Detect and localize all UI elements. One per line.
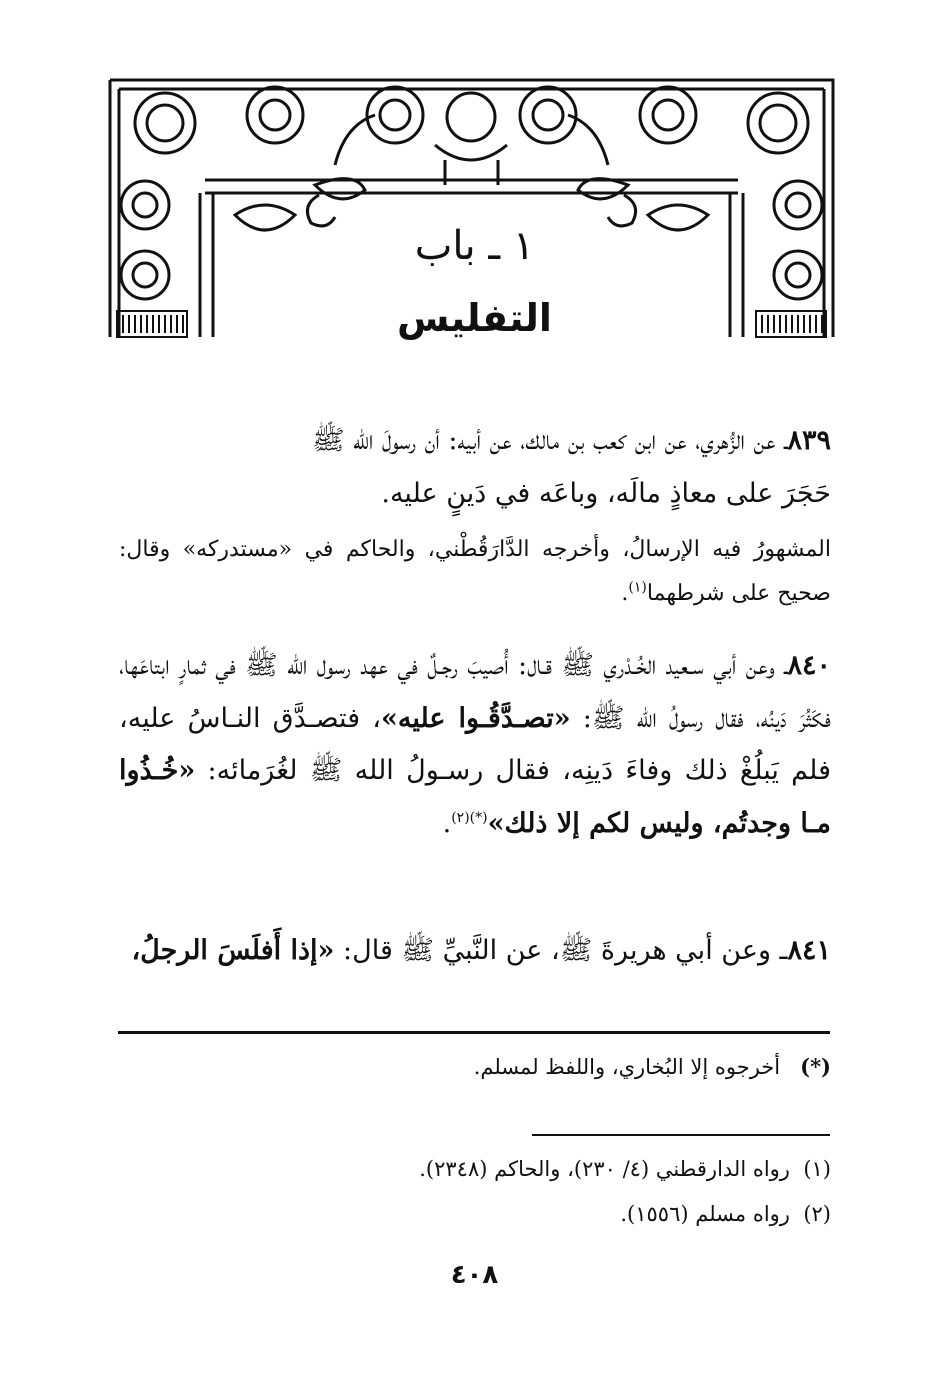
footnote-mark: (١) [803,1157,831,1181]
footnote-separator-short [532,1134,830,1136]
footnote-star [119,1052,831,1082]
footnote-text: أخرجوه إلا البُخاري، واللفظ لمسلم. [473,1055,781,1079]
prophetic-quote-2: «خُـذُوا مـا وجدتُم، وليس لكم إلا ذلك» [119,755,831,839]
footnote-mark: (٢) [803,1202,831,1226]
footnote-2 [119,1200,831,1229]
prophetic-quote: «إذا أَفلَسَ الرجلُ، [131,935,335,966]
footnote-text: رواه الدارقطني (٤/ ٢٣٠)، والحاكم (٢٣٤٨). [419,1157,790,1181]
chapter-title: التفليس [397,296,552,340]
chapter-heading: ١ ـ باب [414,223,535,269]
hadith-text-b: ، فتصـدَّق النـاسُ عليه، فلم يَبلُغْ ذلك وفاءَ دَينِه، فقال رسـولُ الله ﷺ لغُرَمائه: [119,702,831,787]
prophetic-quote-1: «تصـدَّقُـوا عليه» [380,702,571,734]
hadith-text: ـ وعن أبي هريرةَ ﷺ، عن النَّبيِّ ﷺ قال: [343,935,788,966]
hadith-end: . [442,807,452,839]
footnote-1 [119,1155,831,1184]
note-end: . [621,581,629,606]
hadith-number: ٨٤٠ [787,650,831,681]
hadith-840 [119,640,831,851]
hadith-text-line2: حَجَرَ على معاذٍ مالَه، وباعَه في دَينٍ عليه. [381,477,831,509]
hadith-number: ٨٤١ [787,935,831,966]
hadith-text-a: ـ وعن أبي سـعيد الخُـدْري ﷺ قـال: أُصيبَ رجـلٌ في عهد رسول الله ﷺ في ثمارٍ ابتاعَها، فكَثُرَ دَينُه، فقال رسولُ الله ﷺ: [119,650,831,734]
hadith-number: ٨٣٩ [787,425,831,456]
hadith-839-note [119,528,831,616]
hadith-text-line1: ـ عن الزُّهري، عن ابن كعب بن مالك، عن أبيه: أن رسولَ الله ﷺ [311,425,788,456]
footnote-ref: (١) [628,579,647,596]
footnote-text: رواه مسلم (١٥٥٦). [620,1202,790,1226]
footnote-refs: (*)(٢) [451,809,488,826]
hadith-841 [119,925,831,978]
page-number: ٤٠٨ [450,1260,499,1290]
note-text: المشهورُ فيه الإرسالُ، وأخرجه الدَّارَقُطْني، والحاكم في «مستدركه» وقال: صحيح على شرطهما [119,537,831,606]
footnote-mark: (*) [800,1054,831,1079]
hadith-839 [119,415,831,520]
footnote-separator-long [118,1031,830,1034]
